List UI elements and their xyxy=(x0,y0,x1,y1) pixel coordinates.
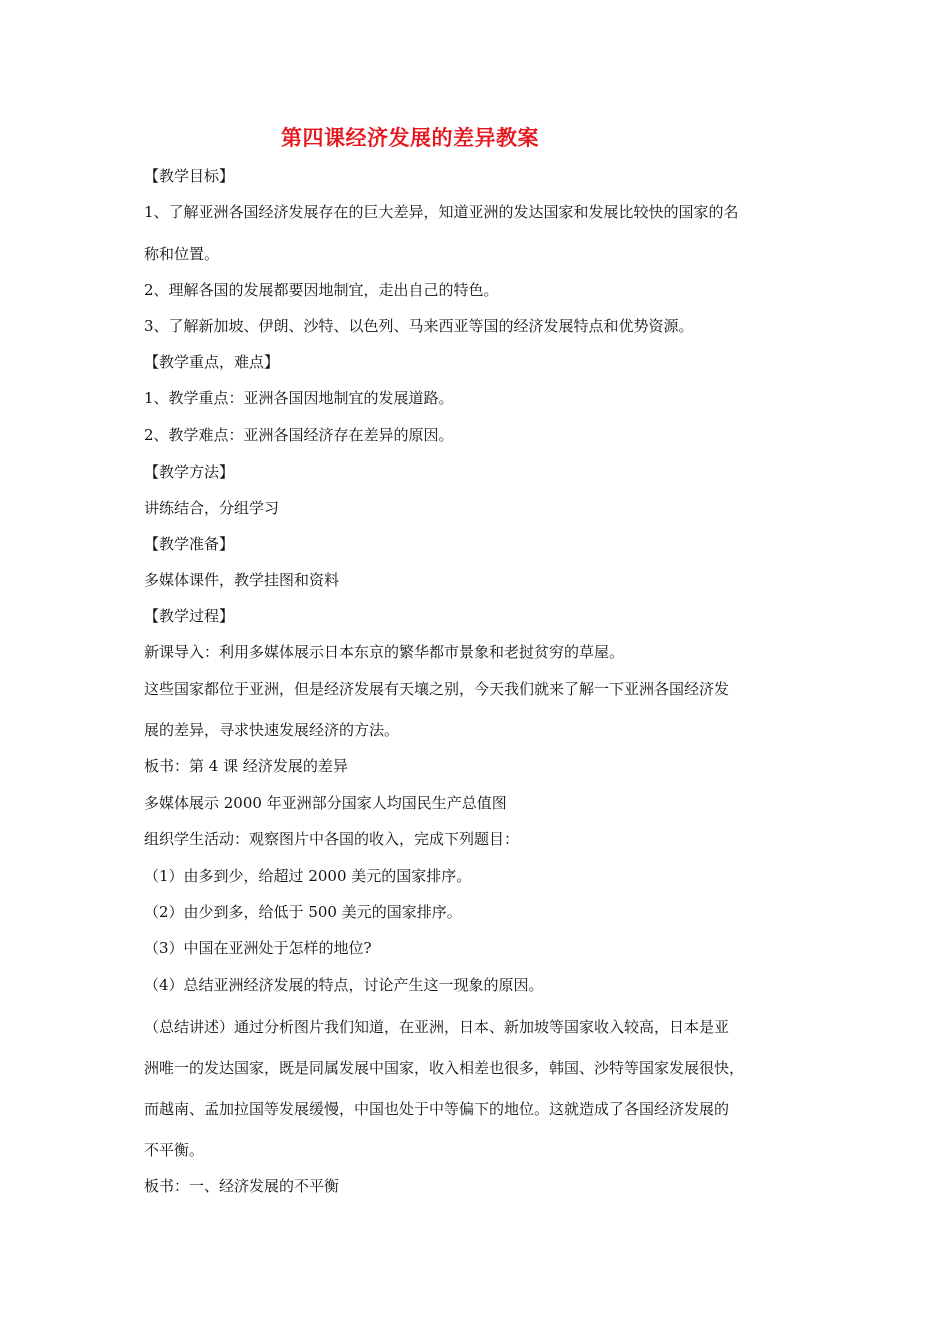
section-heading-objectives: 【教学目标】 xyxy=(144,167,235,185)
question-item: （3）中国在亚洲处于怎样的地位? xyxy=(144,939,372,957)
paragraph-line: 称和位置。 xyxy=(144,245,220,263)
paragraph-line: 板书：一、经济发展的不平衡 xyxy=(144,1177,340,1195)
paragraph-line: 2、教学难点：亚洲各国经济存在差异的原因。 xyxy=(144,426,454,444)
paragraph-line: 这些国家都位于亚洲，但是经济发展有天壤之别，今天我们就来了解一下亚洲各国经济发 xyxy=(144,680,730,698)
paragraph-line: 组织学生活动：观察图片中各国的收入，完成下列题目： xyxy=(144,830,520,848)
paragraph-line: 洲唯一的发达国家，既是同属发展中国家，收入相差也很多，韩国、沙特等国家发展很快， xyxy=(144,1059,745,1077)
section-heading-key-points: 【教学重点，难点】 xyxy=(144,353,280,371)
paragraph-line: 不平衡。 xyxy=(144,1141,205,1159)
paragraph-line: 3、了解新加坡、伊朗、沙特、以色列、马来西亚等国的经济发展特点和优势资源。 xyxy=(144,317,694,335)
paragraph-line: 板书：第 4 课 经济发展的差异 xyxy=(144,757,348,775)
paragraph-line: 2、理解各国的发展都要因地制宜，走出自己的特色。 xyxy=(144,281,499,299)
paragraph-line: 多媒体课件，教学挂图和资料 xyxy=(144,571,340,589)
paragraph-line: （总结讲述）通过分析图片我们知道，在亚洲，日本、新加坡等国家收入较高，日本是亚 xyxy=(144,1018,730,1036)
question-item: （4）总结亚洲经济发展的特点，讨论产生这一现象的原因。 xyxy=(144,976,544,994)
question-item: （1）由多到少，给超过 2000 美元的国家排序。 xyxy=(144,867,472,885)
section-heading-process: 【教学过程】 xyxy=(144,607,235,625)
paragraph-line: 1、教学重点：亚洲各国因地制宜的发展道路。 xyxy=(144,389,454,407)
section-heading-methods: 【教学方法】 xyxy=(144,463,235,481)
paragraph-line: 而越南、孟加拉国等发展缓慢，中国也处于中等偏下的地位。这就造成了各国经济发展的 xyxy=(144,1100,730,1118)
document-title: 第四课经济发展的差异教案 xyxy=(281,125,539,150)
paragraph-line: 展的差异，寻求快速发展经济的方法。 xyxy=(144,721,400,739)
paragraph-line: 新课导入：利用多媒体展示日本东京的繁华都市景象和老挝贫穷的草屋。 xyxy=(144,643,625,661)
paragraph-line: 讲练结合，分组学习 xyxy=(144,499,280,517)
paragraph-line: 多媒体展示 2000 年亚洲部分国家人均国民生产总值图 xyxy=(144,794,507,812)
question-item: （2）由少到多，给低于 500 美元的国家排序。 xyxy=(144,903,462,921)
paragraph-line: 1、了解亚洲各国经济发展存在的巨大差异，知道亚洲的发达国家和发展比较快的国家的名 xyxy=(144,203,739,221)
section-heading-preparation: 【教学准备】 xyxy=(144,535,235,553)
